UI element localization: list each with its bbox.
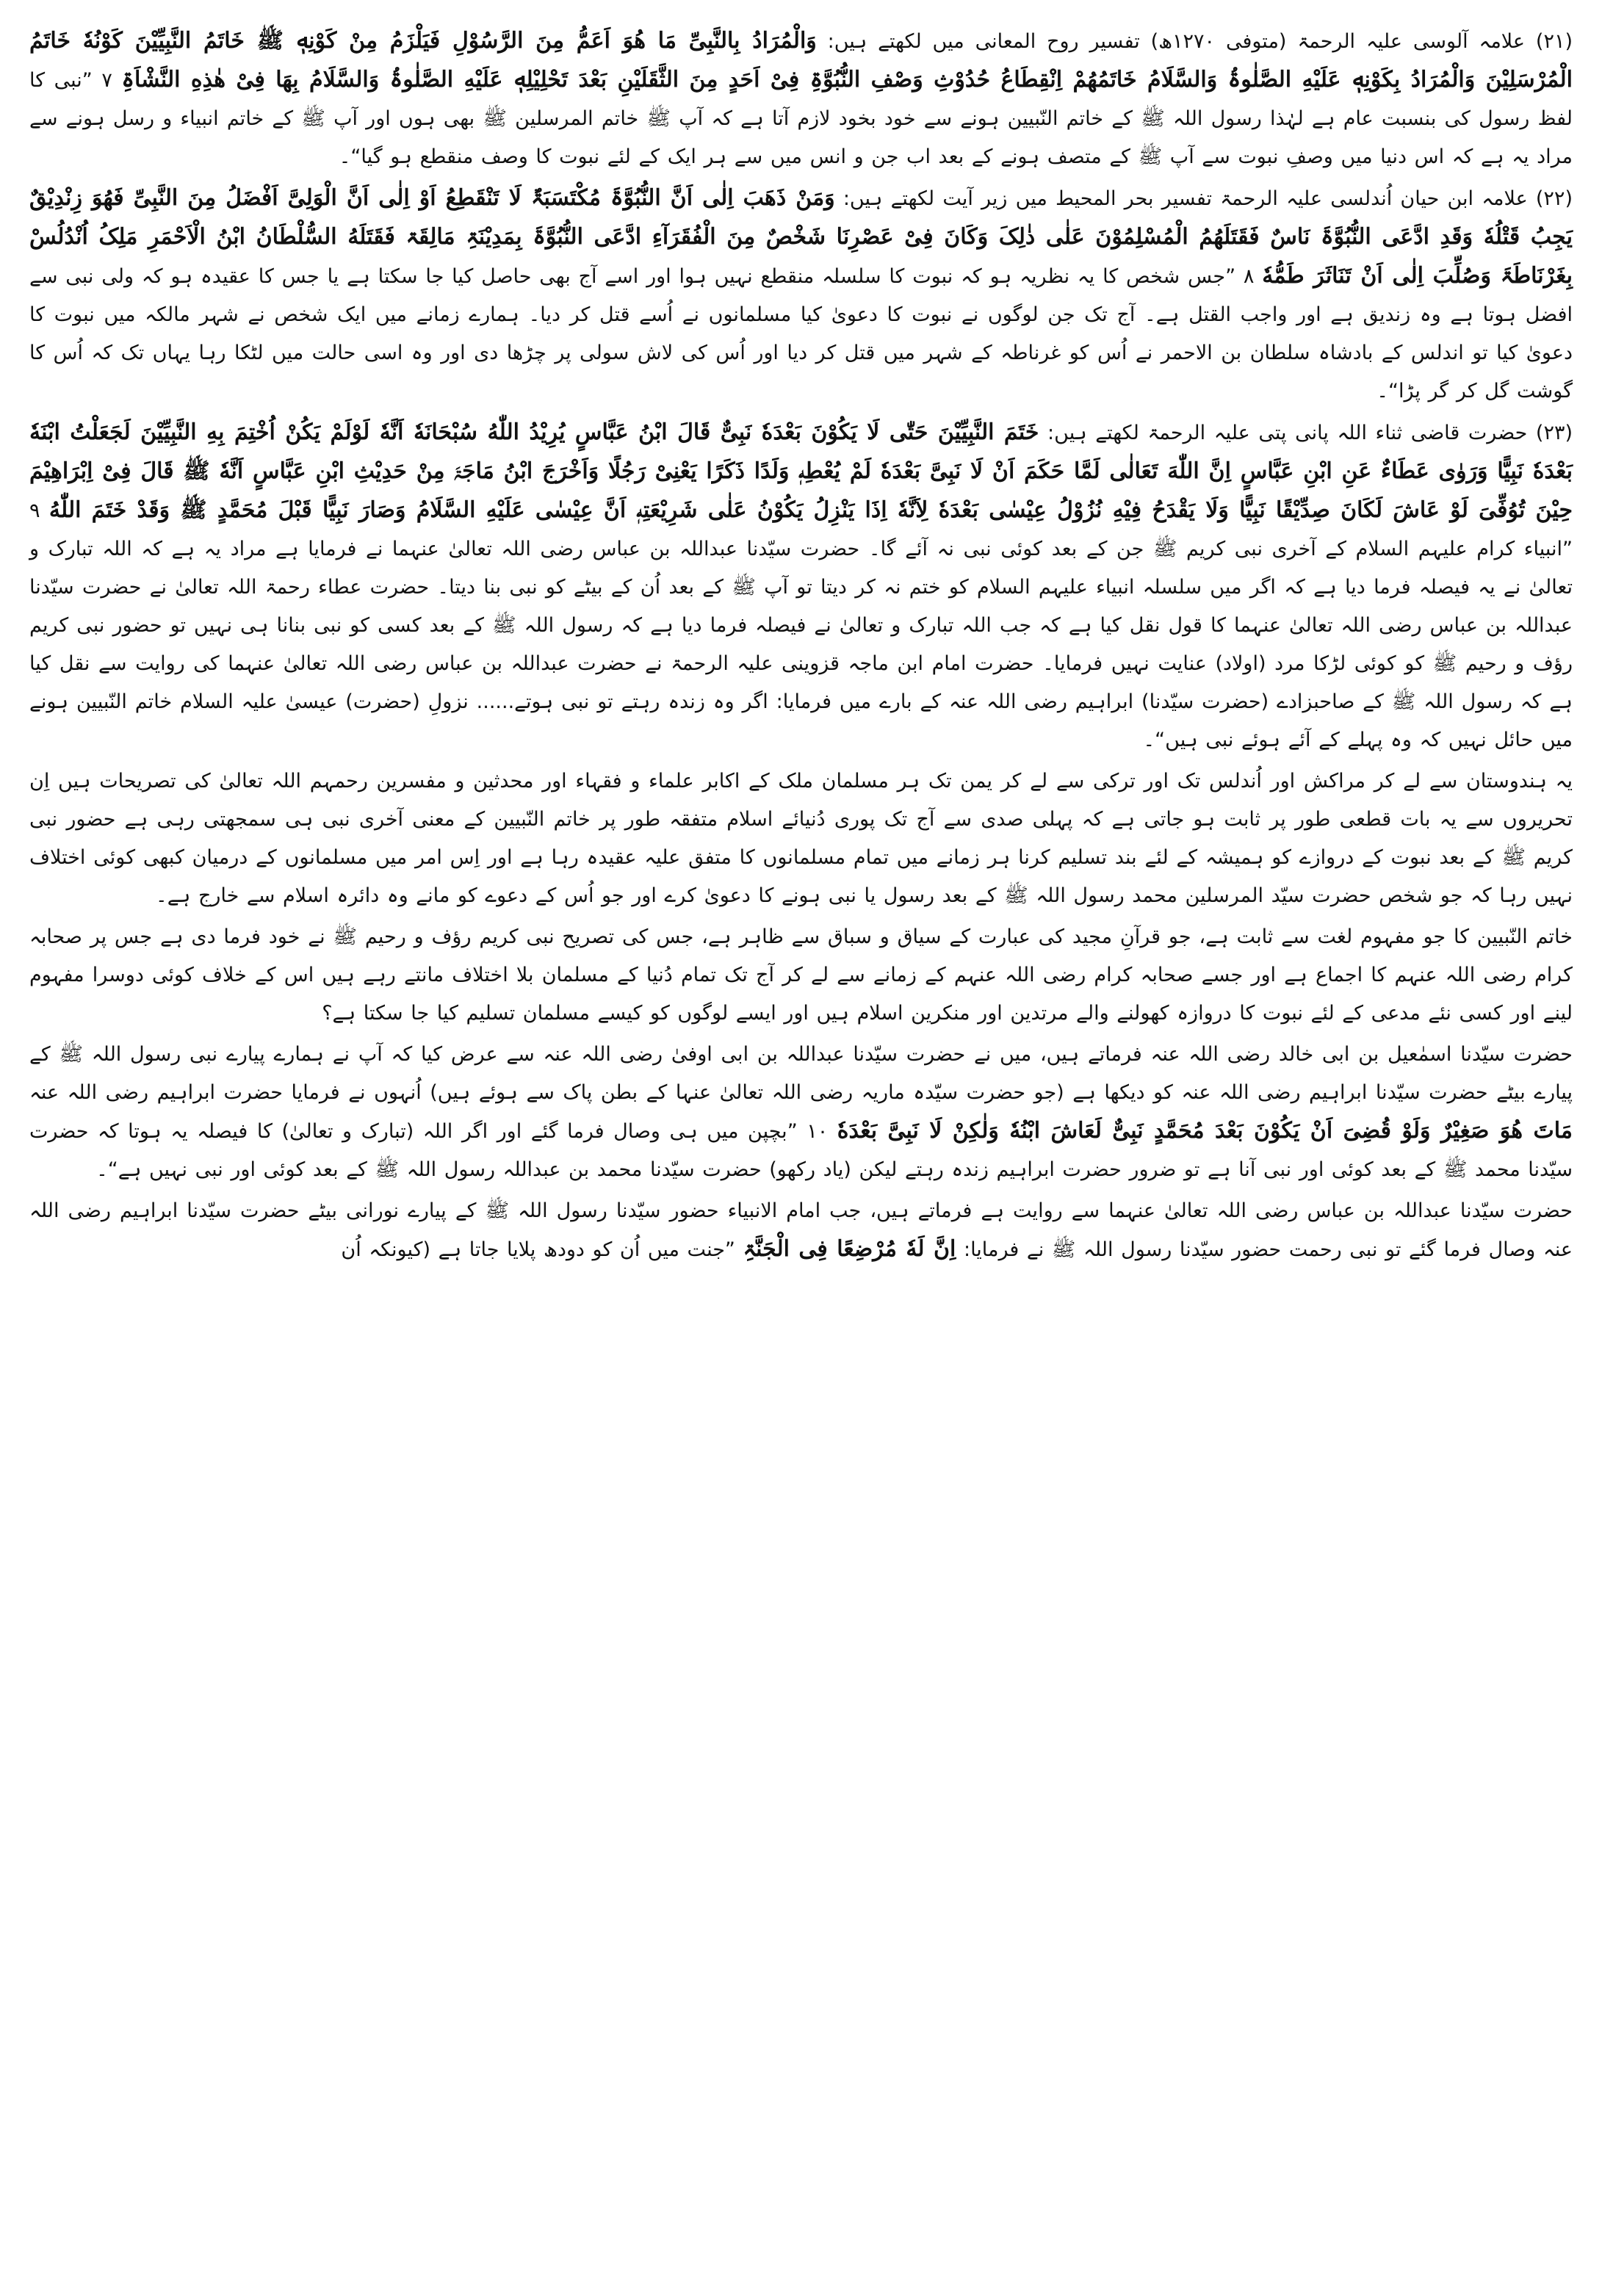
text-segment: ۹ ”انبیاء کرام علیہم السلام کے آخری نبی کریم ﷺ جن کے بعد کوئی نبی نہ آئے گا۔ حضرت سیّدنا عبداللہ بن عباس رضی اللہ تعالیٰ عنہما نے فرمایا ہے مراد یہ ہے کہ اللہ تبارک و تعالیٰ نے یہ فیصلہ فرما دیا ہے کہ اگر میں سلسلہ انبیاء علیہم السلام کو ختم نہ کر دیتا تو آپ ﷺ کے بعد اُن کے بیٹے کو نبی بنا دیتا۔ حضرت عطاء رحمۃ اللہ تعالیٰ نے حضرت سیّدنا عبداللہ بن عباس رضی اللہ تعالیٰ عنہما کا قول نقل کیا ہے کہ جب اللہ تبارک و تعالیٰ نے فیصلہ فرما دیا ہے کہ رسول اللہ ﷺ کے بعد کسی کو نبی بنانا ہی نہیں تو حضور نبی کریم رؤف و رحیم ﷺ کو کوئی لڑکا مرد (اولاد) عنایت نہیں فرمایا۔ حضرت امام ابن ماجہ قزوینی علیہ الرحمۃ نے حضرت عبداللہ بن عباس رضی اللہ تعالیٰ عنہما کی روایت سے نقل کیا ہے کہ رسول اللہ ﷺ کے صاحبزادے (حضرت سیّدنا) ابراہیم رضی اللہ عنہ کے بارے میں فرمایا: اگر وہ زندہ رہتے تو نبی ہوتے...... نزولِ (حضرت) عیسیٰ علیہ السلام خاتم النّبیین ہونے میں حائل نہیں کہ وہ پہلے کے آئے ہوئے نبی ہیں“۔ (29, 499, 1573, 751)
arabic-quote: مَاتَ هُوَ صَغِیْرٌ وَلَوْ قُضِیَ اَنْ یَکُوْنَ بَعْدَ مُحَمَّدٍ نَبِیٌّ لَعَاشَ ابْنُهٗ وَلٰکِنْ لَا نَبِیَّ بَعْدَهٗ (837, 1118, 1573, 1144)
paragraph-22 (29, 179, 1573, 411)
text-segment: (۲۳) حضرت قاضی ثناء اللہ پانی پتی علیہ الرحمۃ لکھتے ہیں: (1039, 422, 1573, 444)
paragraph-24 (29, 762, 1573, 915)
arabic-quote: وَالْمُرَادُ بِالنَّبِیِّ مَا هُوَ اَعَمُّ مِنَ الرَّسُوْلِ فَیَلْزَمُ مِنْ کَوْنِهٖ ﷺ خَاتَمُ النَّبِیِّیْنَ کَوْنُهٗ خَاتَمُ الْمُرْسَلِیْنَ وَالْمُرَادُ بِکَوْنِهٖ عَلَیْهِ الصَّلٰوۃُ وَالسَّلَامُ خَاتَمُهُمْ اِنْقِطَاعُ حُدُوْثِ وَصْفِ النُّبُوَّۃِ فِیْ اَحَدٍ مِنَ الثَّقَلَیْنِ بَعْدَ تَحْلِیْلِهٖ عَلَیْهِ الصَّلٰوۃُ وَالسَّلَامُ بِهَا فِیْ هٰذِهِ النَّشْاَۃِ (29, 28, 1573, 93)
text-segment: حضرت سیّدنا عبداللہ بن عباس رضی اللہ تعالیٰ عنہما سے روایت ہے فرماتے ہیں، جب امام الانبیاء حضور سیّدنا رسول اللہ ﷺ کے پیارے نورانی بیٹے حضرت سیّدنا ابراہیم رضی اللہ عنہ وصال فرما گئے تو نبی رحمت حضور سیّدنا رسول اللہ ﷺ نے فرمایا: (29, 1199, 1573, 1261)
text-segment: حضرت سیّدنا اسمٰعیل بن ابی خالد رضی اللہ عنہ فرماتے ہیں، میں نے حضرت سیّدنا عبداللہ بن ابی اوفیٰ رضی اللہ عنہ سے عرض کیا کہ آپ نے ہمارے پیارے نبی رسول اللہ ﷺ کے پیارے بیٹے حضرت سیّدنا ابراہیم رضی اللہ عنہ کو دیکھا ہے (جو حضرت سیّدہ ماریہ رضی اللہ تعالیٰ عنہا کے بطن پاک سے ہوئے ہیں) اُنہوں نے فرمایا حضرت ابراہیم رضی اللہ عنہ (29, 1043, 1573, 1104)
paragraph-25 (29, 918, 1573, 1033)
paragraph-23 (29, 414, 1573, 759)
arabic-quote: اِنَّ لَهٗ مُرْضِعًا فِی الْجَنَّۃِ (743, 1236, 956, 1262)
text-segment: ۸ ”جس شخص کا یہ نظریہ ہو کہ نبوت کا سلسلہ منقطع نہیں ہوا اور اسے آج بھی حاصل کیا جا سکتا ہے یا جس کا عقیدہ ہو کہ ولی نبی سے افضل ہوتا ہے وہ زندیق ہے اور واجب القتل ہے۔ آج تک جن لوگوں نے نبوت کا دعویٰ کیا مسلمانوں نے اُسے قتل کر دیا۔ ہمارے زمانے میں ایک شخص نے شہر مالکہ میں نبوت کا دعویٰ کیا تو اندلس کے بادشاہ سلطان بن الاحمر نے اُس کو غرناطہ کے شہر میں قتل کر دیا اور اُس کی لاش سولی پر چڑھا دی اور وہ اسی حالت میں لٹکا رہا یہاں تک کہ اُس کا گوشت گل کر گر پڑا“۔ (29, 265, 1573, 402)
text-segment: خاتم النّبیین کا جو مفہوم لغت سے ثابت ہے، جو قرآنِ مجید کی عبارت کے سیاق و سباق سے ظاہر ہے، جس کی تصریح نبی کریم رؤف و رحیم ﷺ نے خود فرما دی ہے جس پر صحابہ کرام رضی اللہ عنہم کا اجماع ہے اور جسے صحابہ کرام رضی اللہ عنہم کے زمانے سے لے کر آج تک تمام دُنیا کے مسلمان بلا اختلاف مانتے رہے ہیں اس کے خلاف کوئی دوسرا مفہوم لینے اور کسی نئے مدعی کے لئے نبوت کا دروازہ کھولنے والے مرتدین اور منکرین اسلام ہیں اور ایسے لوگوں کو کیسے مسلمان تسلیم کیا جا سکتا ہے؟ (29, 925, 1573, 1025)
text-segment: ۷ ”نبی کا لفظ رسول کی بنسبت عام ہے لہٰذا رسول اللہ ﷺ کے خاتم النّبیین ہونے سے خود بخود لازم آتا ہے کہ آپ ﷺ خاتم المرسلین ﷺ بھی ہوں اور آپ ﷺ کے خاتم انبیاء و رسل ہونے سے مراد یہ ہے کہ اس دنیا میں وصفِ نبوت سے آپ ﷺ کے متصف ہونے کے بعد اب جن و انس میں سے ہر ایک کے لئے نبوت کا وصف منقطع ہو گیا“۔ (29, 69, 1573, 168)
arabic-quote: وَمَنْ ذَهَبَ اِلٰی اَنَّ النُّبُوَّۃَ مُکْتَسَبَۃٌ لَا تَنْقَطِعُ اَوْ اِلٰی اَنَّ الْوَلِیَّ اَفْضَلُ مِنَ النَّبِیِّ فَهُوَ زِنْدِیْقٌ یَجِبُ قَتْلُهٗ وَقَدِ ادَّعَی النُّبُوَّۃَ نَاسٌ فَقَتَلَهُمُ الْمُسْلِمُوْنَ عَلٰی ذٰلِکَ وَکَانَ فِیْ عَصْرِنَا شَخْصٌ مِنَ الْفُقَرَآءِ ادَّعَی النُّبُوَّۃَ بِمَدِیْنَۃِ مَالِقَۃ فَقَتَلَهُ السُّلْطَانُ ابْنُ الْاَحْمَرِ مَلِکُ اُنْدُلُسْ بِغَرْنَاطَۃَ وَصُلِّبَ اِلٰی اَنْ تَنَاثَرَ طَمُّهٗ (29, 185, 1573, 289)
paragraph-26 (29, 1036, 1573, 1189)
text-segment: (۲۲) علامہ ابن حیان اُندلسی علیہ الرحمۃ تفسیر بحر المحیط میں زیر آیت لکھتے ہیں: (834, 187, 1573, 210)
text-segment: (۲۱) علامہ آلوسی علیہ الرحمۃ (متوفی ۱۲۷۰ھ) تفسیر روح المعانی میں لکھتے ہیں: (816, 30, 1573, 53)
arabic-quote: خَتَمَ النَّبِیِّیْنَ حَتّٰی لَا یَکُوْنَ بَعْدَهٗ نَبِیٌّ قَالَ ابْنُ عَبَّاسٍ یُرِیْدُ اللّٰهُ سُبْحَانَهٗ اَنَّهٗ لَوْلَمْ یَکُنْ اُخْتِمَ بِهِ النَّبِیِّیْنَ لَجَعَلْتُ ابْنَهٗ بَعْدَهٗ نَبِیًّا وَرَوٰی عَطَاءٌ عَنِ ابْنِ عَبَّاسٍ اِنَّ اللّٰهَ تَعَالٰی لَمَّا حَکَمَ اَنْ لَا نَبِیَّ بَعْدَهٗ لَمْ یُعْطِهٖ وَلَدًا ذَکَرًا یَعْنِیْ رَجُلًا وَاَخْرَجَ ابْنُ مَاجَۃَ مِنْ حَدِیْثِ ابْنِ عَبَّاسٍ اَنَّهٗ ﷺ قَالَ فِیْ اِبْرَاهِیْمَ حِیْنَ تُوُفِّیَ لَوْ عَاشَ لَکَانَ صِدِّیْقًا نَبِیًّا وَلَا یَقْدَحُ فِیْهِ نُزُوْلُ عِیْسٰی بَعْدَهٗ لِاَنَّهٗ اِذَا یَنْزِلُ یَکُوْنُ عَلٰی شَرِیْعَتِهٖ اَنَّ عِیْسٰی عَلَیْهِ السَّلَامُ وَصَارَ نَبِیًّا قَبْلَ مُحَمَّدٍ ﷺ وَقَدْ خَتَمَ اللّٰهُ (29, 419, 1573, 523)
paragraph-27 (29, 1192, 1573, 1269)
paragraph-21 (29, 22, 1573, 176)
text-segment: ”جنت میں اُن کو دودھ پلایا جاتا ہے (کیونکہ اُن (341, 1238, 743, 1261)
document-page (29, 22, 1573, 2274)
text-segment: ۱۰ ”بچپن میں ہی وصال فرما گئے اور اگر اللہ (تبارک و تعالیٰ) کا فیصلہ یہ ہوتا کہ حضرت سیّدنا محمد ﷺ کے بعد کوئی اور نبی آنا ہے تو ضرور حضرت ابراہیم زندہ رہتے لیکن (یاد رکھو) حضرت سیّدنا محمد بن عبداللہ رسول اللہ ﷺ کے بعد کوئی اور نبی نہیں ہے“۔ (29, 1120, 1573, 1181)
text-segment: یہ ہندوستان سے لے کر مراکش اور اُندلس تک اور ترکی سے لے کر یمن تک ہر مسلمان ملک کے اکابر علماء و فقہاء اور محدثین و مفسرین رحمہم اللہ تعالیٰ کی تصریحات ہیں اِن تحریروں سے یہ بات قطعی طور پر ثابت ہو جاتی ہے کہ پہلی صدی سے آج تک پوری دُنیائے اسلام متفقہ طور پر خاتم النّبیین کے معنی آخری نبی ہی سمجھتی رہی ہے حضور نبی کریم ﷺ کے بعد نبوت کے دروازے کو ہمیشہ کے لئے بند تسلیم کرنا ہر زمانے میں تمام مسلمانوں کا متفق علیہ عقیدہ رہا ہے اور اِس امر میں مسلمانوں کے درمیان کبھی کوئی اختلاف نہیں رہا کہ جو شخص حضرت سیّد المرسلین محمد رسول اللہ ﷺ کے بعد رسول یا نبی ہونے کا دعویٰ کرے اور جو اُس کے دعوے کو مانے وہ دائرہ اسلام سے خارج ہے۔ (29, 770, 1573, 907)
